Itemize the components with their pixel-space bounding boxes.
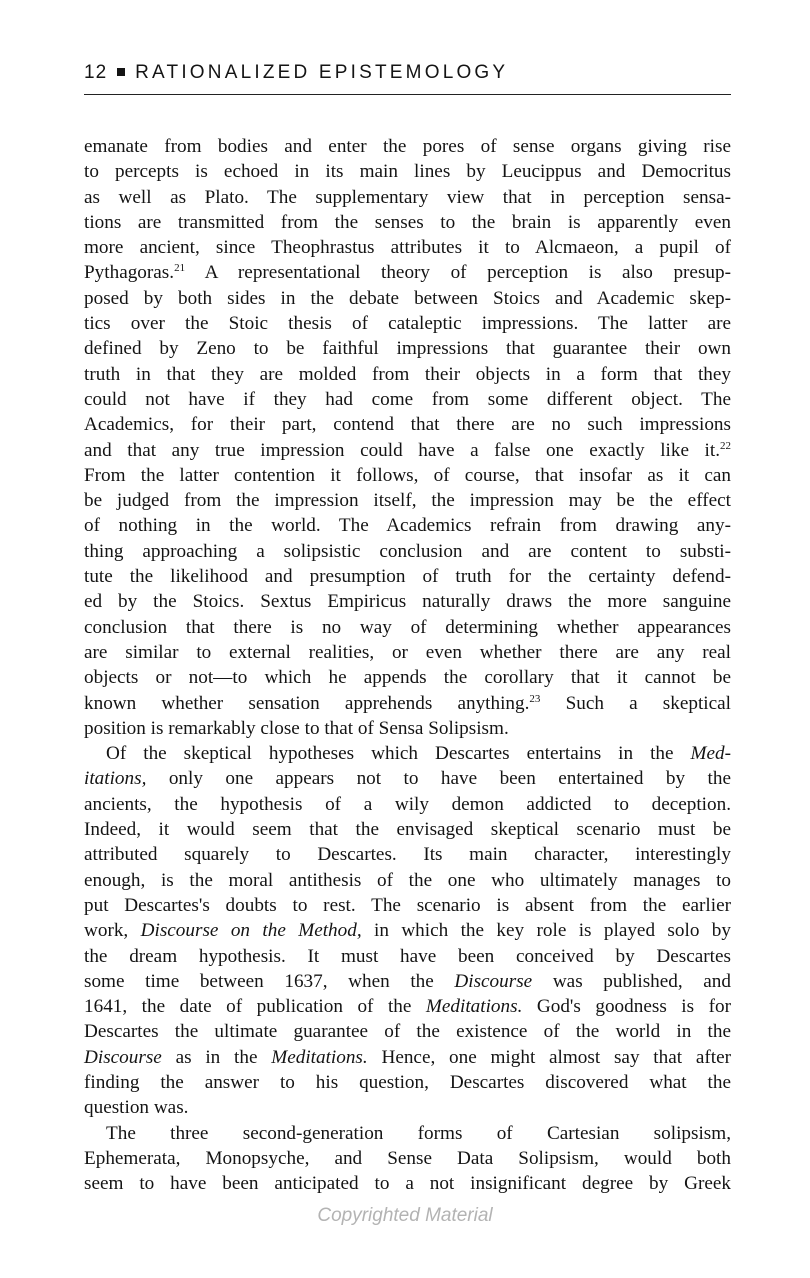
header-rule	[84, 94, 731, 95]
text-line	[84, 539, 731, 564]
text-line	[84, 513, 731, 538]
text-line	[84, 766, 731, 791]
text-line	[84, 792, 731, 817]
text-line	[84, 969, 731, 994]
text-segment: as in the	[161, 1046, 272, 1068]
text-segment: are similar to external realities, or even whether there are any real	[84, 641, 731, 663]
text-segment: Descartes the ultimate guarantee of the existence of the world in the	[84, 1021, 731, 1043]
body-text	[84, 134, 731, 1196]
italic-text: Med-	[690, 743, 731, 765]
text-line	[84, 615, 731, 640]
text-line	[84, 1146, 731, 1171]
text-segment: From the latter contention it follows, of course, that insofar as it can	[84, 464, 731, 486]
copyright-watermark: Copyrighted Material	[317, 1205, 493, 1226]
text-line	[84, 210, 731, 235]
text-segment: seem to have been anticipated to a not insignificant degree by Greek	[84, 1173, 731, 1195]
text-segment: Hence, one might almost say that after	[367, 1046, 731, 1068]
text-segment: Ephemerata, Monopsyche, and Sense Data Solipsism, would both	[84, 1147, 731, 1169]
text-line	[84, 260, 731, 285]
text-line	[84, 589, 731, 614]
text-segment: Indeed, it would seem that the envisaged skeptical scenario must be	[84, 819, 731, 841]
text-segment: objects or not—to which he appends the corollary that it cannot be	[84, 667, 731, 689]
text-line	[84, 918, 731, 943]
text-segment: tute the likelihood and presumption of truth for the certainty defend-	[84, 566, 731, 588]
text-line	[84, 817, 731, 842]
text-line	[84, 665, 731, 690]
text-segment: as well as Plato. The supplementary view that in perception sensa-	[84, 186, 731, 208]
text-segment: could not have if they had come from some different object. The	[84, 388, 731, 410]
running-header	[84, 60, 731, 86]
text-line	[84, 412, 731, 437]
text-segment: of nothing in the world. The Academics refrain from drawing any-	[84, 515, 731, 537]
text-line	[84, 438, 731, 463]
text-line	[84, 1070, 731, 1095]
italic-text: Discourse	[454, 970, 533, 992]
text-segment: question was.	[84, 1097, 189, 1119]
text-segment: truth in that they are molded from their objects in a form that they	[84, 363, 731, 385]
text-segment: defined by Zeno to be faithful impressions that guarantee their own	[84, 338, 731, 360]
text-segment: The three second-generation forms of Cartesian solipsism,	[106, 1122, 731, 1144]
text-segment: put Descartes's doubts to rest. The scenario is absent from the earlier	[84, 894, 731, 916]
italic-text: Meditations.	[425, 996, 523, 1018]
text-line	[84, 893, 731, 918]
page-number: 12	[84, 62, 108, 83]
text-segment: emanate from bodies and enter the pores of sense organs giving rise	[84, 136, 731, 157]
text-line	[84, 1121, 731, 1146]
text-line	[84, 387, 731, 412]
text-segment: ancients, the hypothesis of a wily demon addicted to deception.	[84, 793, 731, 815]
text-segment: Academics, for their part, contend that there are no such impressions	[84, 414, 731, 436]
italic-text: Discourse	[84, 1046, 162, 1068]
text-line	[84, 185, 731, 210]
text-line	[84, 842, 731, 867]
text-line	[84, 336, 731, 361]
text-segment: conclusion that there is no way of determining whether appearances	[84, 616, 731, 638]
text-line	[84, 159, 731, 184]
text-segment: finding the answer to his question, Descartes discovered what the	[84, 1071, 731, 1093]
text-line	[84, 1171, 731, 1196]
text-segment: some time between 1637, when the	[84, 970, 455, 992]
text-segment: posed by both sides in the debate between Stoics and Academic skep-	[84, 287, 731, 309]
footnote-ref: 23	[529, 692, 541, 705]
text-line	[84, 286, 731, 311]
text-line	[84, 311, 731, 336]
text-line	[84, 1019, 731, 1044]
text-segment: attributed squarely to Descartes. Its main character, interestingly	[84, 844, 731, 866]
text-line	[84, 362, 731, 387]
text-segment: thing approaching a solipsistic conclusion and are content to substi-	[84, 540, 731, 562]
text-segment: only one appears not to have been entertained by the	[146, 768, 731, 790]
text-segment: more ancient, since Theophrastus attributes it to Alcmaeon, a pupil of	[84, 237, 731, 259]
text-line	[84, 994, 731, 1019]
text-segment: position is remarkably close to that of Sensa Solipsism.	[84, 717, 509, 739]
text-segment: Of the skeptical hypotheses which Descartes entertains in the	[106, 743, 691, 765]
text-line	[84, 488, 731, 513]
text-line	[84, 564, 731, 589]
running-title: RATIONALIZED EPISTEMOLOGY	[135, 62, 509, 83]
italic-text: Meditations.	[271, 1046, 368, 1068]
text-segment: tics over the Stoic thesis of cataleptic impressions. The latter are	[84, 313, 731, 335]
italic-text: Discourse on the Method,	[140, 920, 362, 942]
text-segment: Such a skeptical	[540, 692, 731, 714]
text-segment: God's goodness is for	[522, 996, 731, 1018]
italic-text: itations,	[84, 768, 147, 790]
text-segment: Pythagoras.	[84, 262, 175, 284]
text-line	[84, 741, 731, 766]
text-segment: and that any true impression could have a false one exactly like it.	[84, 439, 720, 461]
text-line	[84, 463, 731, 488]
text-segment: in which the key role is played solo by	[361, 920, 731, 942]
text-line	[84, 1045, 731, 1070]
text-line	[84, 868, 731, 893]
text-segment: work,	[84, 920, 141, 942]
footnote-ref: 22	[720, 439, 731, 452]
text-segment: 1641, the date of publication of the	[84, 996, 426, 1018]
footnote-ref: 21	[174, 262, 186, 275]
text-line	[84, 640, 731, 665]
text-segment: ed by the Stoics. Sextus Empiricus naturally draws the more sanguine	[84, 591, 731, 613]
text-line	[84, 691, 731, 716]
text-segment: was published, and	[532, 970, 731, 992]
text-line	[84, 134, 731, 159]
text-segment: to percepts is echoed in its main lines by Leucippus and Democritus	[84, 161, 731, 183]
text-line	[84, 944, 731, 969]
text-segment: the dream hypothesis. It must have been conceived by Descartes	[84, 945, 731, 967]
text-segment: A representational theory of perception is also presup-	[185, 262, 731, 284]
text-segment: enough, is the moral antithesis of the one who ultimately manages to	[84, 869, 731, 891]
text-line	[84, 716, 731, 741]
text-segment: tions are transmitted from the senses to the brain is apparently even	[84, 211, 731, 233]
text-line	[84, 235, 731, 260]
header-bullet	[117, 68, 125, 76]
text-segment: known whether sensation apprehends anything.	[84, 692, 530, 714]
text-segment: be judged from the impression itself, the impression may be the effect	[84, 490, 731, 512]
text-line	[84, 1095, 731, 1120]
